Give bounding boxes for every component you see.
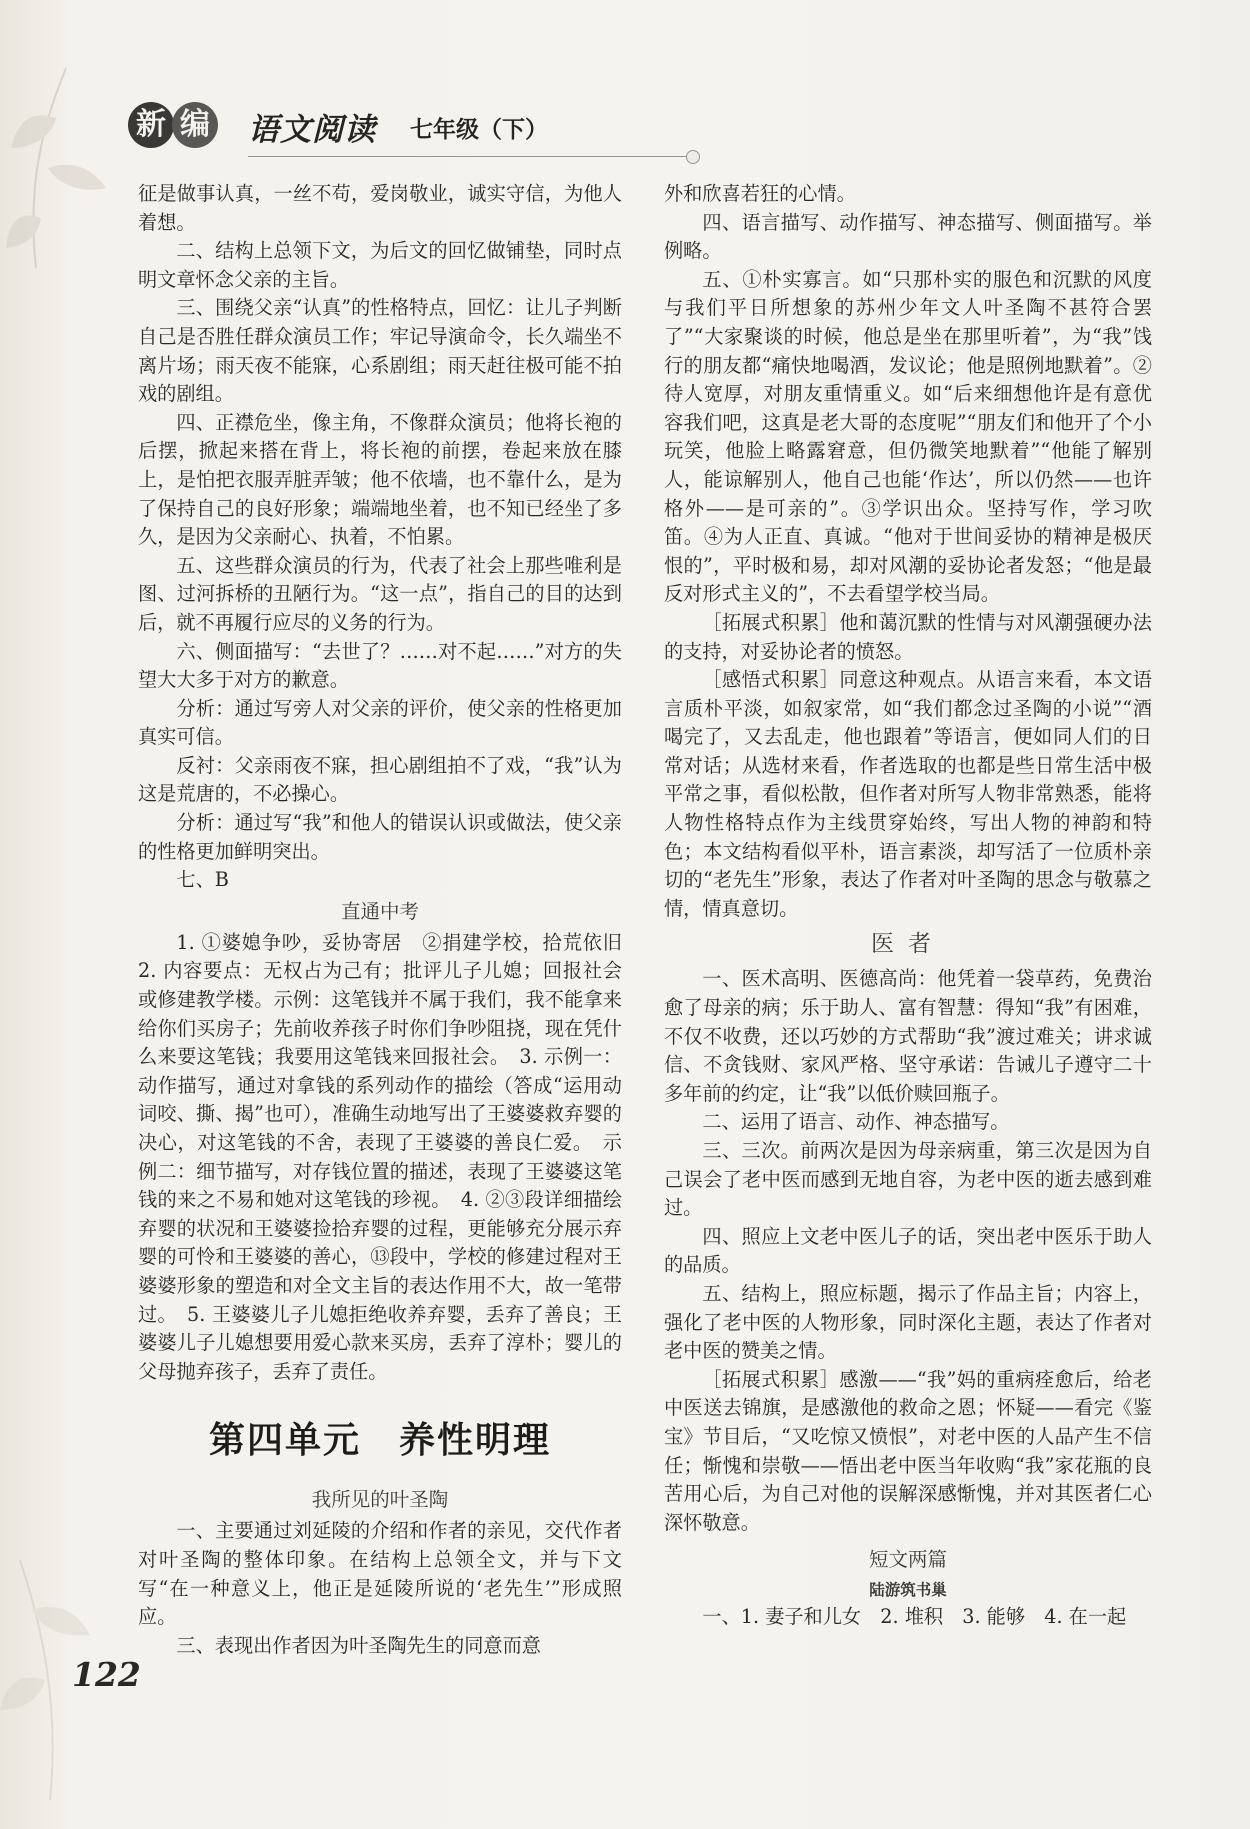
answer-paragraph: 分析：通过写“我”和他人的错误认识或做法，使父亲的性格更加鲜明突出。 xyxy=(138,811,622,863)
answer-paragraph: 三、表现出作者因为叶圣陶先生的同意而意 xyxy=(176,1633,541,1657)
answer-paragraph: 一、主要通过刘延陵的介绍和作者的亲见，交代作者对叶圣陶的整体印象。在结构上总领全文，并与下文写“在一种意义上，他正是延陵所说的‘老先生’”形成照应。 xyxy=(138,1519,622,1629)
left-column xyxy=(138,180,642,1660)
answer-paragraph: 三、三次。前两次是因为母亲病重，第三次是因为自己误会了老中医而感到无地自容，为老中医的逝去感到难过。 xyxy=(664,1139,1152,1220)
answer-paragraph: 二、运用了语言、动作、神态描写。 xyxy=(702,1110,1010,1134)
answer-paragraph: 六、侧面描写：“去世了？……对不起……”对方的失望大大多于对方的歉意。 xyxy=(138,639,622,692)
logo-char-2: 编 xyxy=(172,102,218,148)
page-number: 122 xyxy=(72,1655,141,1694)
lesson-subtitle: 陆游筑书巢 xyxy=(869,1581,947,1600)
answer-paragraph: 一、医术高明、医德高尚：他凭着一袋草药，免费治愈了母亲的病；乐于助人、富有智慧：得知“我”有困难，不仅不收费，还以巧妙的方式帮助“我”渡过难关；讲求诚信、不贪钱财、家风严格、坚守承诺：告诫儿子遵守二十多年前的约定，让“我”以低价赎回瓶子。 xyxy=(664,967,1152,1105)
header-divider xyxy=(248,156,688,157)
series-logo xyxy=(128,102,224,150)
header-dot-icon xyxy=(686,150,700,164)
answer-paragraph: 四、正襟危坐，像主角，不像群众演员；他将长袍的后摆，掀起来搭在背上，将长袍的前摆，卷起来放在膝上，是怕把衣服弄脏弄皱；他不依墙，也不靠什么，是为了保持自己的良好形象；端端地坐着，也不知已经坐了多久，是因为父亲耐心、执着，不怕累。 xyxy=(138,410,622,549)
answer-paragraph: 一、1. 妻子和儿女 2. 堆积 3. 能够 4. 在一起 xyxy=(702,1605,1127,1629)
lesson-title: 短文两篇 xyxy=(868,1548,947,1572)
answer-paragraph: 外和欣喜若狂的心情。 xyxy=(664,182,856,205)
answer-paragraph: 反衬：父亲雨夜不寐，担心剧组拍不了戏，“我”认为这是荒唐的，不必操心。 xyxy=(138,753,622,806)
section-title: 直通中考 xyxy=(340,899,419,923)
answer-paragraph: 二、结构上总领下文，为后文的回忆做铺垫，同时点明文章怀念父亲的主旨。 xyxy=(138,239,622,291)
book-title: 语文阅读 xyxy=(248,112,376,148)
unit-title: 第四单元 养性明理 xyxy=(208,1419,551,1462)
answer-paragraph: 四、语言描写、动作描写、神态描写、侧面描写。举例略。 xyxy=(664,210,1152,263)
answer-paragraph: ［感悟式积累］同意这种观点。从语言来看，本文语言质朴平淡，如叙家常，如“我们都念过圣陶的小说”“酒喝完了，又去乱走，他也跟着”等语言，便如同人们的日常对话；从选材来看，作者选取的也都是些日常生活中极平常之事，看似松散，但作者对所写人物非常熟悉，能将人物性格特点作为主线贯穿始终，写出人物的神韵和特色；本文结构看似平朴，语言素淡，却写活了一位质朴亲切的“老先生”形象，表达了作者对叶圣陶的思念与敬慕之情，情真意切。 xyxy=(664,668,1152,920)
answer-paragraph: 分析：通过写旁人对父亲的评价，使父亲的性格更加真实可信。 xyxy=(138,696,622,749)
answer-paragraph: 五、这些群众演员的行为，代表了社会上那些唯利是图、过河拆桥的丑陋行为。“这一点”，指自己的目的达到后，就不再履行应尽的义务的行为。 xyxy=(138,553,622,634)
lesson-title: 我所见的叶圣陶 xyxy=(311,1488,449,1512)
answer-paragraph: 五、结构上，照应标题，揭示了作品主旨；内容上，强化了老中医的人物形象，同时深化主题，表达了作者对老中医的赞美之情。 xyxy=(664,1281,1152,1363)
logo-char-1: 新 xyxy=(128,102,174,148)
answer-paragraph: 四、照应上文老中医儿子的话，突出老中医乐于助人的品质。 xyxy=(664,1224,1152,1277)
answer-paragraph: 三、围绕父亲“认真”的性格特点，回忆：让儿子判断自己是否胜任群众演员工作；牢记导演命令，长久端坐不离片场；雨天夜不能寐，心系剧组；雨天赶往极可能不拍戏的剧组。 xyxy=(138,296,622,406)
right-column xyxy=(664,180,1152,1632)
page-header xyxy=(128,98,598,158)
answer-paragraph: 五、①朴实寡言。如“只那朴实的服色和沉默的风度与我们平日所想象的苏州少年文人叶圣陶不甚符合罢了”“大家聚谈的时候，他总是坐在那里听着”，为“我”饯行的朋友都“痛快地喝酒，发议论；他是照例地默着”。②待人宽厚，对朋友重情重义。如“后来细想他许是有意优容我们吧，这真是老大哥的态度呢”“朋友们和他开了个小玩笑，他脸上略露窘意，但仍微笑地默着”“他能了解别人，能谅解别人，他自己也能‘作达’，所以仍然——也许格外——是可亲的”。③学识出众。坚持写作，学习吹笛。④为人正直、真诚。“他对于世间妥协的精神是极厌恨的”，平时极和易，却对风潮的妥协论者发怒；“他是最反对形式主义的”，不去看望学校当局。 xyxy=(664,267,1152,606)
answer-paragraph: ［拓展式积累］感激——“我”妈的重病痊愈后，给老中医送去锦旗，是感激他的救命之恩；怀疑——看完《鉴宝》节目后，“又吃惊又愤恨”，对老中医的人品产生不信任；惭愧和崇敬——悟出老中医当年收购“我”家花瓶的良苦用心后，为自己对他的误解深感惭愧，并对其医者仁心深怀敬意。 xyxy=(664,1367,1152,1534)
answer-paragraph: ［拓展式积累］他和蔼沉默的性情与对风潮强硬办法的支持，对妥协论者的愤怒。 xyxy=(664,610,1152,663)
answer-paragraph: 征是做事认真，一丝不苟，爱岗敬业，诚实守信，为他人着想。 xyxy=(138,182,622,234)
grade-label: 七年级（下） xyxy=(410,117,548,143)
answer-paragraph: 七、B xyxy=(176,868,229,892)
leaf-decoration-icon xyxy=(6,58,126,278)
answer-paragraph: 1. ①婆媳争吵，妥协寄居 ②捐建学校，拾荒依旧 2. 内容要点：无权占为己有；批评儿子儿媳；回报社会或修建教学楼。示例：这笔钱并不属于我们，我不能拿来给你们买房子；先前收养孩子时你们争吵阻挠，现在凭什么来要这笔钱；我要用这笔钱来回报社会。 3. 示例一：动作描写，通过对拿钱的系列动作的描绘（答成“运用动词咬、撕、揭”也可），准确生动地写出了王婆婆救弃婴的决心，对这笔钱的不舍，表现了王婆婆的善良仁爱。 示例二：细节描写，对存钱位置的描述，表现了王婆婆这笔钱的来之不易和她对这笔钱的珍视。 4. ②③段详细描绘弃婴的状况和王婆婆捡拾弃婴的过程，更能够充分展示弃婴的可怜和王婆婆的善心，⑬段中，学校的修建过程对王婆婆形象的塑造和对全文主旨的表达作用不大，故一笔带过。 5. 王婆婆儿子儿媳拒绝收养弃婴，丢弃了善良；王婆婆儿子儿媳想要用爱心款来买房，丢弃了淳朴；婴儿的父母抛弃孩子，丢弃了责任。 xyxy=(138,930,642,1383)
lesson-title: 医者 xyxy=(871,931,945,958)
